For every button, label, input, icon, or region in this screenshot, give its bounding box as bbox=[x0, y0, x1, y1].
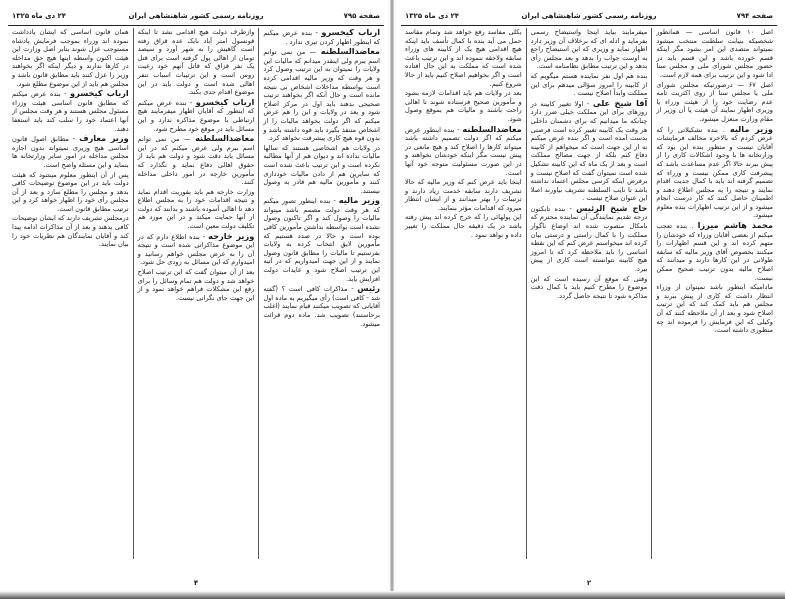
paragraph-text: - مذاکرات کافی است ؟ (گفته شد - کافی است) رأی میگیریم به ماده اول آقایانی که تصویب میکنند قیام نمایند (اغلب برخاستند) تصویب شد. ماده دوم قرائت میشود. bbox=[263, 285, 380, 328]
speaker-heading: ارباب کیخسرو bbox=[70, 88, 129, 99]
paragraph bbox=[405, 28, 522, 88]
paragraph bbox=[138, 232, 255, 267]
speaker-heading: وزیر مالیه bbox=[338, 195, 380, 206]
paragraph-text: در ولایات هم اشخاصی هستند که سالها مالیات نداده اند و دیوان هم از آنها مطالبه نکرده است و این ترتیب باعث شده است که سایرین هم از دادن مالیات خودداری کنند و مأمورین مالیه هم قادر به وصول نیستند. bbox=[263, 143, 380, 195]
paragraph-text: مادامیکه اینطور باشد نمیتوان از وزراء انتظار داشت که کاری از پیش ببرند و مجلس هم باید کمک کند که این ترتیب اصلاح شود و بعد از آن ملاحظه کنند که آن وکیلی که این فرمایش را فرموده اند چه منظوری داشته است. bbox=[656, 283, 773, 335]
paragraph bbox=[531, 204, 648, 274]
paragraph bbox=[138, 188, 255, 231]
text-column bbox=[526, 28, 652, 559]
paragraph bbox=[656, 28, 773, 80]
paragraph-text: - بنده تابکنون درجه تقدیم نمایندگی آن نماینده محترم که بامکال منصوب شده اند اوضاع ناگوار مملکت را با کمال راستی و درستی بیان کرده اند میخواستم عرض کنم که این نقطه اساسی را باید ملاحظه کرد که تا امروز هیچ کابینه نتوانسته است کاری از پیش ببرد. bbox=[530, 204, 648, 274]
text-column bbox=[258, 28, 384, 559]
paragraph bbox=[263, 196, 380, 283]
paragraph-text: وقتی که موقع آن رسیده است که این موضوع را مطرح کنیم باید با کمال دقت مذاکره شود تا نتیجه حاصل گردد. bbox=[530, 274, 648, 300]
page-header bbox=[8, 12, 384, 24]
paragraph-text: — من نمی توانم اسم ببرم ولی عرض میکنم که در این مسائل باید دقت شود و دولت هم باید از حقوق اهالی دفاع نماید و نگذارد که مأمورین خارجه در امور داخلی مداخله کنند. bbox=[137, 135, 255, 187]
paragraph bbox=[138, 98, 255, 133]
paragraph-text: بکلی مفاسد رفع خواهد شد وتمام مفاسد حمل می آید بنده با کمال تأسف باید اینکه هیچ اقدامی هیچ یک از کابینه های وزراء سابقه ولاحقه ننموده اند و این ترتیب باعث شده است که مملکت به این حال افتاده است و اگر بخواهیم اصلاح کنیم باید از حالا شروع کنیم. bbox=[404, 28, 522, 88]
paragraph bbox=[263, 144, 380, 196]
paragraph-text: پس از آن اینطور معلوم میشود که هیئت دولت باید در این موضوع توضیحات کافی بدهد و مجلس را مطلع سازد و بعد از آن مجلس رأی خود را اظهار خواهد کرد و این ترتیب مطابق قانون است. bbox=[11, 170, 129, 213]
paragraph-text: - اولا تغییر کابینه در روزهای برای این مملکت خیلی ضرر دارد چنانکه ما میدانیم که برای دشمنان داخلی هر وقت یک کابینه تغییر کرده است فرصتی بدست آمده است و اگر بنده عرض میکنم نه از این جهت است که میخواهم از کابینه دفاع کنم بلکه از جهت مصالح مملکت است و بعد از یک ماه که این کابینه تشکیل شده است نمیتوان گفت که اصلاح نیست و برفرض اینکه کرسی مجلس اعتماد نداشته باشد تا نایب السلطنه تشریف بیاورند اصلا این عنوان صلاح نیست . bbox=[530, 99, 648, 203]
newspaper-title: روزنامه رسمی کشور شاهنشاهی ایران bbox=[128, 12, 264, 20]
page-header bbox=[401, 12, 777, 24]
paragraph bbox=[12, 28, 129, 88]
newspaper-title: روزنامه رسمی کشور شاهنشاهی ایران bbox=[521, 12, 657, 20]
paragraph-text: - مطابق اصول قانون اساسی هیچ وزیری نمیتواند بدون اجازه مجلس مداخله در امور سایر وزارتخانه ها بنماید و این مسئله واضح است. bbox=[11, 135, 129, 169]
paragraph bbox=[405, 125, 522, 178]
paragraph-text: بنده هم اول نفر نماینده هستم میگویم که از کابینه را امروز سؤالی میدهم برای این مملکت وابداً اصلاح نیست . bbox=[530, 71, 648, 98]
paragraph bbox=[405, 178, 522, 212]
text-column bbox=[133, 28, 259, 559]
paragraph bbox=[138, 134, 255, 187]
paragraph bbox=[138, 268, 255, 302]
paragraph bbox=[12, 89, 129, 133]
paragraph bbox=[12, 171, 129, 214]
paragraph bbox=[12, 214, 129, 248]
speaker-heading: رئیس bbox=[357, 283, 380, 294]
paragraph-text: - بنده اطلاع دارم که در این موضوع مذاکراتی شده است و نتیجه آن را به عرض مجلس خواهم رسانید و امیدوارم که این مسائل به زودی حل شود. bbox=[137, 232, 255, 267]
footer-number: ۲ bbox=[586, 579, 592, 587]
speaker-heading: آقا شیخ علی bbox=[592, 97, 648, 108]
paragraph-text: - بنده اینطور تصور میکنم که هر وقت دولت مصمم باشد میتواند مالیات را وصول کند و اگر تاکنون وصول نشده است بواسطه نداشتن مأمورین کافی بوده است و حالا در صدد هستیم که مأمورین لایق انتخاب کرده به ولایات بفرستیم تا مالیات را مطابق قانون وصول نمایند و از این جهت امیدواریم که در آتیه این ترتیب اصلاح شود و عایدات دولت افزایش یابد. bbox=[263, 197, 380, 283]
paragraph-text: بعد در ولایات هم باید اقدامات لازمه بشود و مأمورین صحیح فرستاده شوند تا اهالی راحت باشند و مالیات هم بموقع وصول شود. bbox=[404, 89, 522, 123]
paragraph bbox=[531, 28, 648, 71]
speaker-heading: معاضدالسلطنه bbox=[320, 46, 380, 57]
speaker-heading: ارباب کیخسرو bbox=[321, 28, 381, 37]
paragraph-text: بعد از آن میتوان گفت که این ترتیب اصلاح خواهد شد و دولت هم تمام وسائل را برای رفع این مشکلات فراهم خواهد نمود و از این جهت جای نگرانی نیست. bbox=[137, 268, 255, 302]
page-number: صفحه ۷۹۵ bbox=[343, 12, 380, 20]
issue-date: ۲۴ دی ماه ۱۳۲۵ bbox=[12, 12, 67, 20]
paragraph-text: - بنده عرض میکنم که اینطور اظهار کردن تبری ندارد . bbox=[263, 29, 380, 46]
footer-number: ۴ bbox=[193, 579, 199, 587]
paragraph bbox=[263, 47, 380, 143]
paragraph bbox=[531, 99, 648, 203]
speaker-heading: معاضدالسلطنه bbox=[462, 123, 522, 134]
scan-edge-shadow bbox=[0, 591, 785, 599]
paragraph bbox=[656, 81, 773, 124]
paragraph-text: . بنده تشکیلاتی را که عرض کردم که بالاخره مخالف فرمایشات آقایان نیست و منظور بنده این بود که وزارتخانه ها با وجود اشکالات کاری را از پیش ببرند حالا اگر عدم مساعدت باشد که پیشرفت کاری ممکن نیست و وزراء که تصمیم گرفته اند باید با کمال جدیت اقدام نمایند و نتیجه را به مجلس اطلاع دهند و اطمینان حاصل کنند که کار درست انجام میشود و از این ترتیب اظهارات بنده معلوم میشود. bbox=[656, 125, 773, 220]
paragraph-text: درمجلس تشریف دارند که ایشان توضیحات کافی بدهند و بعد از آن مذاکرات ادامه پیدا کند و آقایان نمایندگان هم نظریات خود را بیان نمایند. bbox=[11, 214, 129, 249]
text-column bbox=[401, 28, 526, 559]
paragraph bbox=[263, 28, 380, 46]
column-group bbox=[8, 28, 384, 559]
paragraph-text: اصل ۶۷ — درصورتیکه مجلس شورای ملی یا مجلس سنا از روی اکثریت تامه عدم رضایت خود را از هیئت وزراء یا وزیری اظهار نمایند آن هیئت یا آن وزیر از مقام وزارت منعزل میشود. bbox=[656, 80, 773, 123]
paragraph bbox=[656, 283, 773, 335]
paragraph-text: - بنده عرض میکنم که اینطور که آقایان اظهار میفرمایند هیچ ارتباطی با موضوع مذاکره ندارد و این مسائل باید در موقع خود مطرح شود. bbox=[137, 98, 255, 133]
paragraph-text: - بنده اینطور عرض میکنم که اگر دولت تصمیم داشته باشد میتواند کارها را اصلاح کند و هیچ مانعی در پیش نیست مگر اینکه خودشان نخواهند و در این صورت مسئولیت متوجه خود آنها است. bbox=[404, 125, 522, 177]
paragraph-text: وازطرف دولت هیچ اقدامی نشد تا اینکه قونسول امتر آباد بایک عده قزاق رفته است گاهیش را به شهر آورد و سیصد تومان از اهالی پول گرفته است برای قتل یک نفر قزاق که قاتل آنهم خود رعیت روس است و این ترتیبات اسباب تنفر اهالی شده است و دولت باید در این موضوع اقدام جدی بکند. bbox=[137, 28, 255, 97]
speaker-heading: وزیر مالیه bbox=[729, 123, 773, 134]
speaker-heading: معاضدالسلطنه bbox=[195, 133, 255, 144]
paragraph-text: - بنده عرض میکنم که مطابق قانون اساسی هیئت وزراء مسئول مجلس هستند و هر وقت مجلس از آنها اعتماد خود را سلب کند باید استعفا دهند. bbox=[11, 90, 129, 133]
paragraph bbox=[656, 125, 773, 221]
paragraph bbox=[12, 134, 129, 169]
text-column bbox=[651, 28, 777, 559]
paragraph-text: — من نمی توانم اسم ببرم ولی اینقدر میدانم که مالیات این ولایات را نمیتوان به این ترتیب وصول کرد و هر وقت که وزیر مالیه اقدامی کرده است بواسطه مداخلات اشخاص بی نتیجه مانده است و حال آنکه اگر بخواهند ترتیب صحیحی بدهند باید اول در مرکز اصلاح شود و بعد در ولایات و این را هم عرض میکنم که اگر دولت بخواهد مالیات را از اشخاص متنفذ بگیرد باید قوه داشته باشد و بدون قوه هیچ کاری پیشرفت نخواهد کرد. bbox=[263, 48, 380, 143]
newspaper-page-left bbox=[0, 0, 392, 599]
paragraph-text: میفرمایند بیاید اینجا واستیضاح رسمی بفرماید و ادله ای که برخلاف آن وزیر دارد اظهار نماید و وزیری که این استیضاح راجع به اوست جواب را بدهد و بعد مجلس رأی بدهد و این ترتیب مطابق نظامنامه است. bbox=[530, 28, 648, 71]
page-number: صفحه ۷۹۴ bbox=[736, 12, 773, 20]
header-rule bbox=[8, 25, 384, 26]
paragraph bbox=[656, 221, 773, 282]
paragraph bbox=[138, 28, 255, 97]
newspaper-page-right bbox=[393, 0, 785, 599]
text-column bbox=[8, 28, 133, 559]
paragraph-text: همان قانون اساسی که ایشان یادداشت نموده اند وزراء بموجب فرمایش پادشاه مستوجب عزل شوند بنابر اصل وزارت این هیئت اکنون واسطه اینها هیچ حق مداخله در کارها ندارند و دیگر اینکه اگر بخواهند وزیر را عزل کنند باید مطابق قانون باشد و مجلس هم باید از این موضوع مطلع شود. bbox=[11, 28, 129, 88]
paragraph bbox=[531, 72, 648, 98]
header-rule bbox=[401, 25, 777, 26]
speaker-heading: وزیر معارف bbox=[79, 133, 129, 144]
issue-date: ۲۴ دی ماه ۱۳۲۵ bbox=[405, 12, 460, 20]
paragraph bbox=[405, 89, 522, 123]
paragraph-text: اینجا باید عرض کنم که وزیر مالیه که حالا تشریف دارند سابقه خدمت زیاد دارند و ترتیبات را بهتر میدانند و از ایشان انتظار میرود که اقدامات مؤثر بنمایند. bbox=[404, 178, 522, 212]
paragraph bbox=[263, 284, 380, 328]
speaker-heading: حاج شیخ الرئیس bbox=[576, 202, 648, 213]
paragraph-text: . بنده تعجب میکنم از بعضی آقایان وزراء که خودشان را متهم کرده اند و این قسم اظهارات را میکنند بخصوص آقای وزیر مالیه که سابقه طولانی در این کارها دارند و میدانند که اصلاح مالیه بدون ترتیب صحیح ممکن نیست. bbox=[656, 222, 773, 282]
paragraph-text: این پولهائی را که خرج کرده اند پیش رفته باشد در یک دقیقه حال مملکت را تغییر داده و نواهد نمود . bbox=[404, 213, 522, 239]
column-group bbox=[401, 28, 777, 559]
paragraph bbox=[531, 275, 648, 301]
speaker-heading: وزیر خارجه bbox=[208, 230, 255, 241]
paragraph bbox=[405, 213, 522, 239]
paragraph-text: اصل ۱۰ قانون اساسی — همانطور شخصیکه بنیابت سلطنت منتخب میشود نمیتواند متصدی این امر بشود مگر اینکه قسم خورده باشد و این قسم باید در حضور مجلس شورای ملی و مجلس سنا ادا شود و این ترتیب برای همه لازم است. bbox=[656, 28, 773, 79]
speaker-heading: ارباب کیخسرو bbox=[195, 96, 255, 107]
speaker-heading: محمد هاشم میرزا bbox=[697, 220, 773, 231]
paragraph-text: وزارت خارجه هم باید بفوریت اقدام نماید و نتیجه اقدامات خود را به مجلس اطلاع دهد تا اهالی آسوده باشند و بدانند که دولت از آنها حمایت میکند و در این مورد هم تکلیف دولت معین است. bbox=[137, 187, 255, 231]
